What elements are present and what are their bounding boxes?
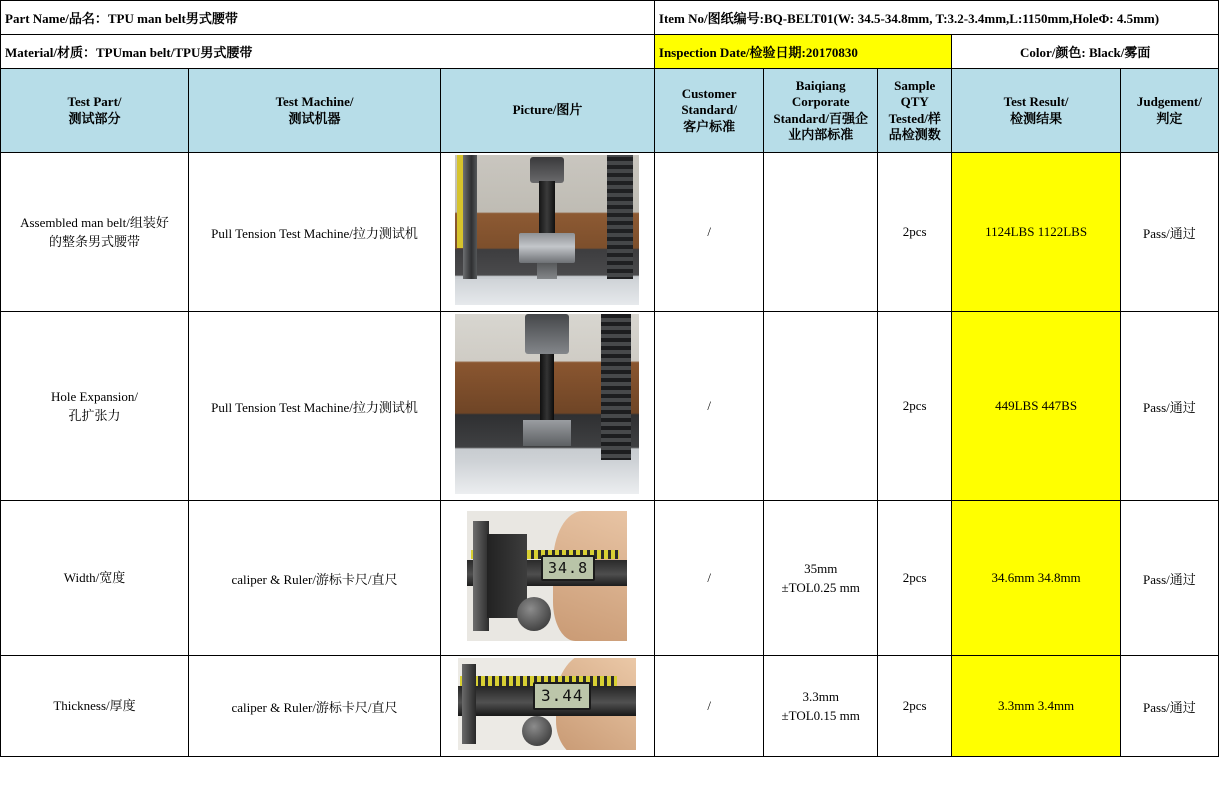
part-name-cell: Part Name/品名：TPU man belt男式腰带	[1, 1, 655, 35]
row-test-result: 449LBS 447BS	[952, 312, 1120, 501]
row-sample-qty: 2pcs	[878, 501, 952, 656]
column-header-test-result-line1: Test Result/	[1003, 94, 1069, 110]
column-header-corporate-standard-line1: Baiqiang	[795, 78, 846, 93]
row-customer-standard: /	[654, 312, 764, 501]
row-test-result: 1124LBS 1122LBS	[952, 153, 1120, 312]
row-picture	[441, 153, 655, 312]
row-judgement: Pass/通过	[1120, 153, 1218, 312]
column-header-picture-line1: Picture/图片	[512, 102, 583, 118]
column-header-judgement-line2: 判定	[1156, 110, 1183, 126]
row-sample-qty: 2pcs	[878, 153, 952, 312]
column-header-sample-qty	[878, 69, 952, 153]
column-header-test-part-line1: Test Part/	[67, 94, 122, 110]
row-judgement: Pass/通过	[1120, 501, 1218, 656]
column-header-test-machine-line2: 测试机器	[288, 110, 341, 126]
column-header-sample-qty-line1: Sample	[894, 78, 936, 93]
table-row	[1, 312, 1219, 501]
column-header-customer-standard-line1: Customer	[681, 86, 737, 102]
column-header-test-part	[1, 69, 189, 153]
column-header-corporate-standard-line2: Corporate	[791, 94, 850, 110]
column-header-judgement-line1: Judgement/	[1136, 94, 1202, 110]
row-picture	[441, 656, 655, 757]
table-row	[1, 153, 1219, 312]
row-test-machine: caliper & Ruler/游标卡尺/直尺	[189, 501, 441, 656]
column-header-corporate-standard-line3: Standard/百强企	[773, 110, 869, 126]
column-header-customer-standard-line3: 客户标准	[683, 118, 736, 134]
digital-caliper-width-photo	[467, 511, 627, 641]
column-header-customer-standard-line2: Standard/	[681, 102, 737, 118]
row-test-part	[1, 153, 189, 312]
column-header-test-part-line2: 测试部分	[68, 110, 121, 126]
column-header-picture	[441, 69, 655, 153]
column-header-sample-qty-line4: 品检测数	[888, 126, 941, 142]
row-test-part	[1, 501, 189, 656]
row-test-part	[1, 312, 189, 501]
row-test-result: 3.3mm 3.4mm	[952, 656, 1120, 757]
caliper-reading: 3.44	[540, 686, 584, 706]
column-header-customer-standard	[654, 69, 764, 153]
row-test-part	[1, 656, 189, 757]
table-row	[1, 656, 1219, 757]
column-header-test-result-line2: 检测结果	[1010, 110, 1063, 126]
row-corporate-standard	[764, 501, 878, 656]
material-cell: Material/材质：TPUman belt/TPU男式腰带	[1, 35, 655, 69]
item-no-cell: Item No/图纸编号:BQ-BELT01(W: 34.5-34.8mm, T:3.2-3.4mm,L:1150mm,HoleΦ: 4.5mm)	[654, 1, 1218, 35]
row-corporate-standard	[764, 656, 878, 757]
row-sample-qty: 2pcs	[878, 656, 952, 757]
row-test-part-line2: 孔扩张力	[68, 408, 121, 423]
column-header-sample-qty-line3: Tested/样	[888, 110, 941, 126]
table-row	[1, 501, 1219, 656]
column-header-sample-qty-line2: QTY	[900, 94, 929, 110]
row-judgement: Pass/通过	[1120, 312, 1218, 501]
row-corporate-standard-line1: 3.3mm	[802, 688, 839, 704]
row-test-machine: Pull Tension Test Machine/拉力测试机	[189, 312, 441, 501]
row-corporate-standard-line2: ±TOL0.15 mm	[781, 708, 860, 723]
row-corporate-standard-line2: ±TOL0.25 mm	[781, 580, 860, 595]
row-corporate-standard-line1: 35mm	[804, 560, 838, 576]
column-header-test-result	[952, 69, 1120, 153]
row-test-part-line1: Thickness/厚度	[53, 698, 136, 714]
column-header-test-machine	[189, 69, 441, 153]
row-customer-standard: /	[654, 656, 764, 757]
row-judgement: Pass/通过	[1120, 656, 1218, 757]
row-corporate-standard	[764, 312, 878, 501]
row-test-machine: Pull Tension Test Machine/拉力测试机	[189, 153, 441, 312]
column-header-corporate-standard	[764, 69, 878, 153]
row-picture	[441, 501, 655, 656]
row-picture	[441, 312, 655, 501]
inspection-date-cell: Inspection Date/检验日期:20170830	[654, 35, 952, 69]
column-header-corporate-standard-line4: 业内部标准	[788, 126, 854, 142]
digital-caliper-thickness-photo	[458, 658, 636, 750]
header-row-material	[1, 35, 1219, 69]
row-test-part-line1: Hole Expansion/	[50, 388, 138, 404]
column-header-test-machine-line1: Test Machine/	[275, 94, 354, 110]
tensile-test-machine-photo	[455, 314, 639, 494]
row-test-part-line2: 的整条男式腰带	[48, 234, 140, 249]
header-row-part	[1, 1, 1219, 35]
column-header-judgement	[1120, 69, 1218, 153]
row-customer-standard: /	[654, 501, 764, 656]
color-cell: Color/颜色: Black/雾面	[952, 35, 1219, 69]
row-test-part-line1: Width/宽度	[63, 570, 126, 586]
row-test-machine: caliper & Ruler/游标卡尺/直尺	[189, 656, 441, 757]
row-test-result: 34.6mm 34.8mm	[952, 501, 1120, 656]
tensile-test-machine-photo	[455, 155, 639, 305]
row-test-part-line1: Assembled man belt/组装好	[20, 214, 169, 230]
caliper-reading: 34.8	[548, 559, 589, 578]
row-customer-standard: /	[654, 153, 764, 312]
column-header-row	[1, 69, 1219, 153]
row-corporate-standard	[764, 153, 878, 312]
row-sample-qty: 2pcs	[878, 312, 952, 501]
